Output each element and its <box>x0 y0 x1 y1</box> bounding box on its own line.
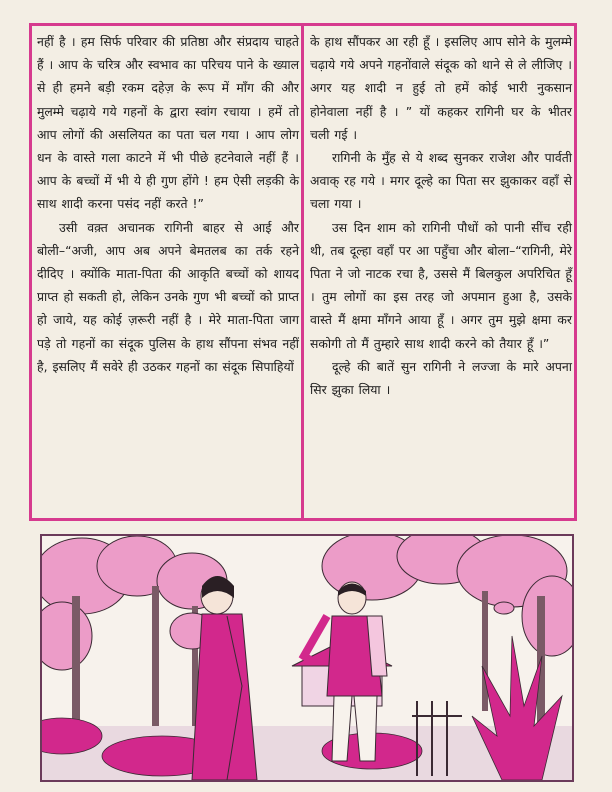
paragraph: नहीं है । हम सिर्फ परिवार की प्रतिष्ठा और संप्रदाय चाहते हैं । आप के चरित्र और स्वभाव का परिचय पाने के ख्याल से ही हमने बड़ी रकम दहेज़ के रूप में माँग की और मुलम्मे चढ़ाये गये गहनों के द्वारा स्वांग रचाया । हमें तो आप लोगों की असलियत का पता चल गया । आप लोग धन के वास्ते गला काटने में भी पीछे हटनेवाले नहीं हैं । आप के बच्चों में भी ये ही गुण होंगे ! हम ऐसी लड़की के साथ शादी करना पसंद नहीं करते !” <box>37 34 299 212</box>
paragraph: उस दिन शाम को रागिनी पौधों को पानी सींच रही थी, तब दूल्हा वहाँ पर आ पहुँचा और बोला–“रागिनी, मेरे पिता ने जो नाटक रचा है, उससे मैं बिलकुल अपरिचित हूँ । तुम लोगों का इस तरह जो अपमान हुआ है, उसके वास्ते मैं क्षमा माँगने आया हूँ । अगर तुम मुझे क्षमा कर सकोगी तो मैं तुम्हारे साथ शादी करने को तैयार हूँ ।” <box>310 219 572 351</box>
paragraph: उसी वक़्त अचानक रागिनी बाहर से आई और बोली–“अजी, आप अब अपने बेमतलब का तर्क रहने दीदिए । क्योंकि माता-पिता की आकृति बच्चों को शायद प्राप्त हो सकती हो, लेकिन उनके गुण भी बच्चों को प्राप्त हो जाये, यह कोई ज़रूरी नहीं है । मेरे माता-पिता जाग पड़े तो गहनों का संदूक पुलिस के हाथ सौंपना संभव नहीं है, इसलिए मैं सवेरे ही उठकर गहनों का संदूक सिपाहियों <box>37 219 299 374</box>
right-column <box>310 30 572 401</box>
paragraph: दूल्हे की बातें सुन रागिनी ने लज्जा के मारे अपना सिर झुका लिया । <box>310 358 572 398</box>
column-divider <box>301 23 304 521</box>
illustration-drawing <box>42 536 572 780</box>
paragraph: के हाथ सौंपकर आ रही हूँ । इसलिए आप सोने के मुलम्मे चढ़ाये गये अपने गहनोंवाले संदूक को थाने से ले लीजिए । अगर यह शादी न हुई तो हमें कोई भारी नुकसान होनेवाला नहीं है । ” यों कहकर रागिनी घर के भीतर चली गई । <box>310 34 572 142</box>
paragraph: रागिनी के मुँह से ये शब्द सुनकर राजेश और पार्वती अवाक् रह गये । मगर दूल्हे का पिता सर झुकाकर वहाँ से चला गया । <box>310 150 572 212</box>
story-illustration <box>40 534 574 782</box>
left-column <box>37 30 299 378</box>
